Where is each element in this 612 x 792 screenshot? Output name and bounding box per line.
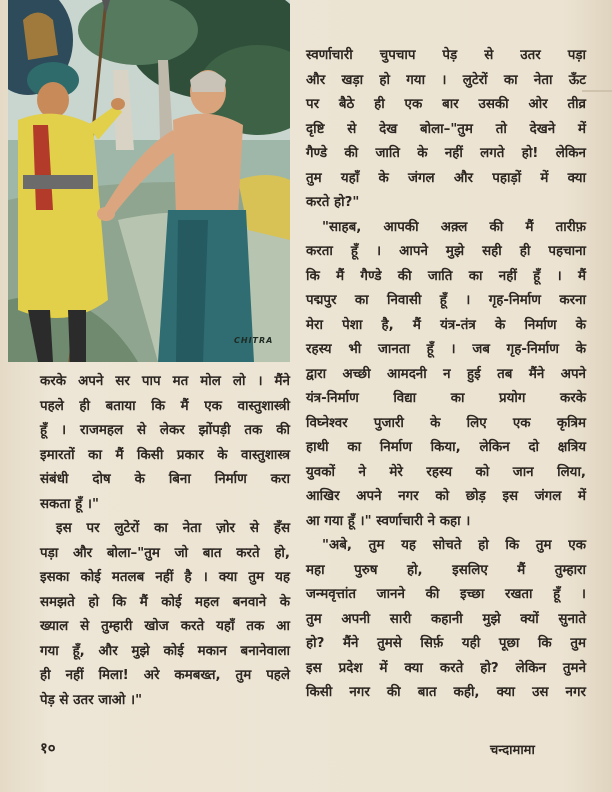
text-line: इस पर लुटेरों का नेता ज़ोर से हँस	[56, 521, 290, 536]
page-crease	[582, 90, 612, 92]
right-text-column	[306, 44, 586, 706]
text-line: पर बैठे ही एक बार उसकी ओर तीव्र	[306, 97, 586, 112]
text-line: द्वारा अच्छी आमदनी न हुई तब मैंने अपने	[306, 366, 586, 382]
text-line: किसी नगर की बात कही, क्या उस नगर	[306, 685, 586, 700]
text-line: "अबे, तुम यह सोचते हो कि तुम एक	[322, 538, 586, 553]
left-text-column	[40, 370, 290, 713]
text-line: तुम अपनी सारी कहानी मुझे क्यों सुनाते	[306, 611, 586, 627]
text-line: ख्याल से तुम्हारी खोज करते यहाँ तक आ	[40, 619, 290, 634]
text-line: दृष्टि से देख बोला–"तुम तो देखने में	[306, 121, 586, 137]
text-line: करके अपने सर पाप मत मोल लो । मैंने	[40, 374, 290, 389]
text-line: इमारतों का मैं किसी प्रकार के वास्तुशास्त्र	[40, 447, 290, 463]
text-line: पड़ा और बोला–"तुम जो बात करते हो,	[40, 545, 290, 561]
text-line: आ गया हूँ ।" स्वर्णाचारी ने कहा ।	[306, 513, 471, 529]
text-line: करते हो?"	[306, 195, 360, 210]
text-line: हूँ । राजमहल से लेकर झोंपड़ी तक की	[40, 423, 290, 438]
text-line: पद्मपुर का निवासी हूँ । गृह-निर्माण करना	[306, 293, 586, 308]
text-line: रहस्य भी जानता हूँ । जब गृह-निर्माण के	[306, 342, 586, 357]
text-line: हाथी का निर्माण किया, लेकिन दो क्षत्रिय	[306, 440, 586, 455]
text-line: इस प्रदेश में क्या करते हो? लेकिन तुमने	[306, 660, 586, 676]
text-line: यंत्र-निर्माण विद्या का प्रयोग करके	[306, 391, 586, 406]
text-line: आखिर अपने नगर को छोड़ इस जंगल में	[306, 489, 586, 504]
text-line: विघ्नेश्वर पुजारी के लिए एक कृत्रिम	[306, 415, 586, 431]
artist-signature: CHITRA	[234, 336, 274, 345]
text-line: युवकों ने मेरे रहस्य को जान लिया,	[306, 464, 586, 480]
text-line: "साहब, आपकी अक़्ल की मैं तारीफ़	[322, 219, 586, 235]
text-line: गैण्डे की जाति के नहीं लगते हो! लेकिन	[306, 146, 586, 161]
text-line: कि मैं गैण्डे की जाति का नहीं हूँ । मैं	[306, 268, 586, 284]
text-line: और खड़ा हो गया । लुटेरों का नेता ऊँट	[306, 72, 586, 88]
text-line: समझते हो कि मैं कोई महल बनवाने के	[40, 594, 290, 610]
text-line: महा पुरुष हो, इसलिए मैं तुम्हारा	[306, 562, 586, 578]
text-line: जन्मवृत्तांत जानने की इच्छा रखता हूँ ।	[306, 587, 586, 602]
magazine-title: चन्दामामा	[490, 743, 535, 758]
text-line: इसका कोई मतलब नहीं है । क्या तुम यह	[40, 570, 290, 585]
text-line: तुम यहाँ के जंगल और पहाड़ों में क्या	[306, 170, 586, 186]
text-line: मेरा पेशा है, मैं यंत्र-तंत्र के निर्माण के	[306, 317, 586, 333]
text-line: पहले ही बताया कि मैं एक वास्तुशास्त्री	[40, 398, 290, 414]
text-line: करता हूँ । आपने मुझे सही ही पहचाना	[306, 244, 586, 259]
text-line: ही नहीं मिला! अरे कमबख्त, तुम पहले	[40, 668, 290, 683]
text-line: स्वर्णाचारी चुपचाप पेड़ से उतर पड़ा	[306, 48, 586, 63]
story-illustration	[8, 0, 290, 362]
text-line: पेड़ से उतर जाओ ।"	[40, 692, 143, 708]
page-number: १०	[40, 739, 56, 757]
text-line: गया हूँ, और मुझे कोई मकान बनानेवाला	[40, 643, 290, 659]
text-line: संबंधी दोष के बिना निर्माण करा	[40, 472, 290, 487]
illustration-icon	[8, 0, 290, 362]
text-line: हो? मैंने तुमसे सिर्फ़ यही पूछा कि तुम	[306, 636, 586, 651]
text-line: सकता हूँ ।"	[40, 496, 99, 512]
